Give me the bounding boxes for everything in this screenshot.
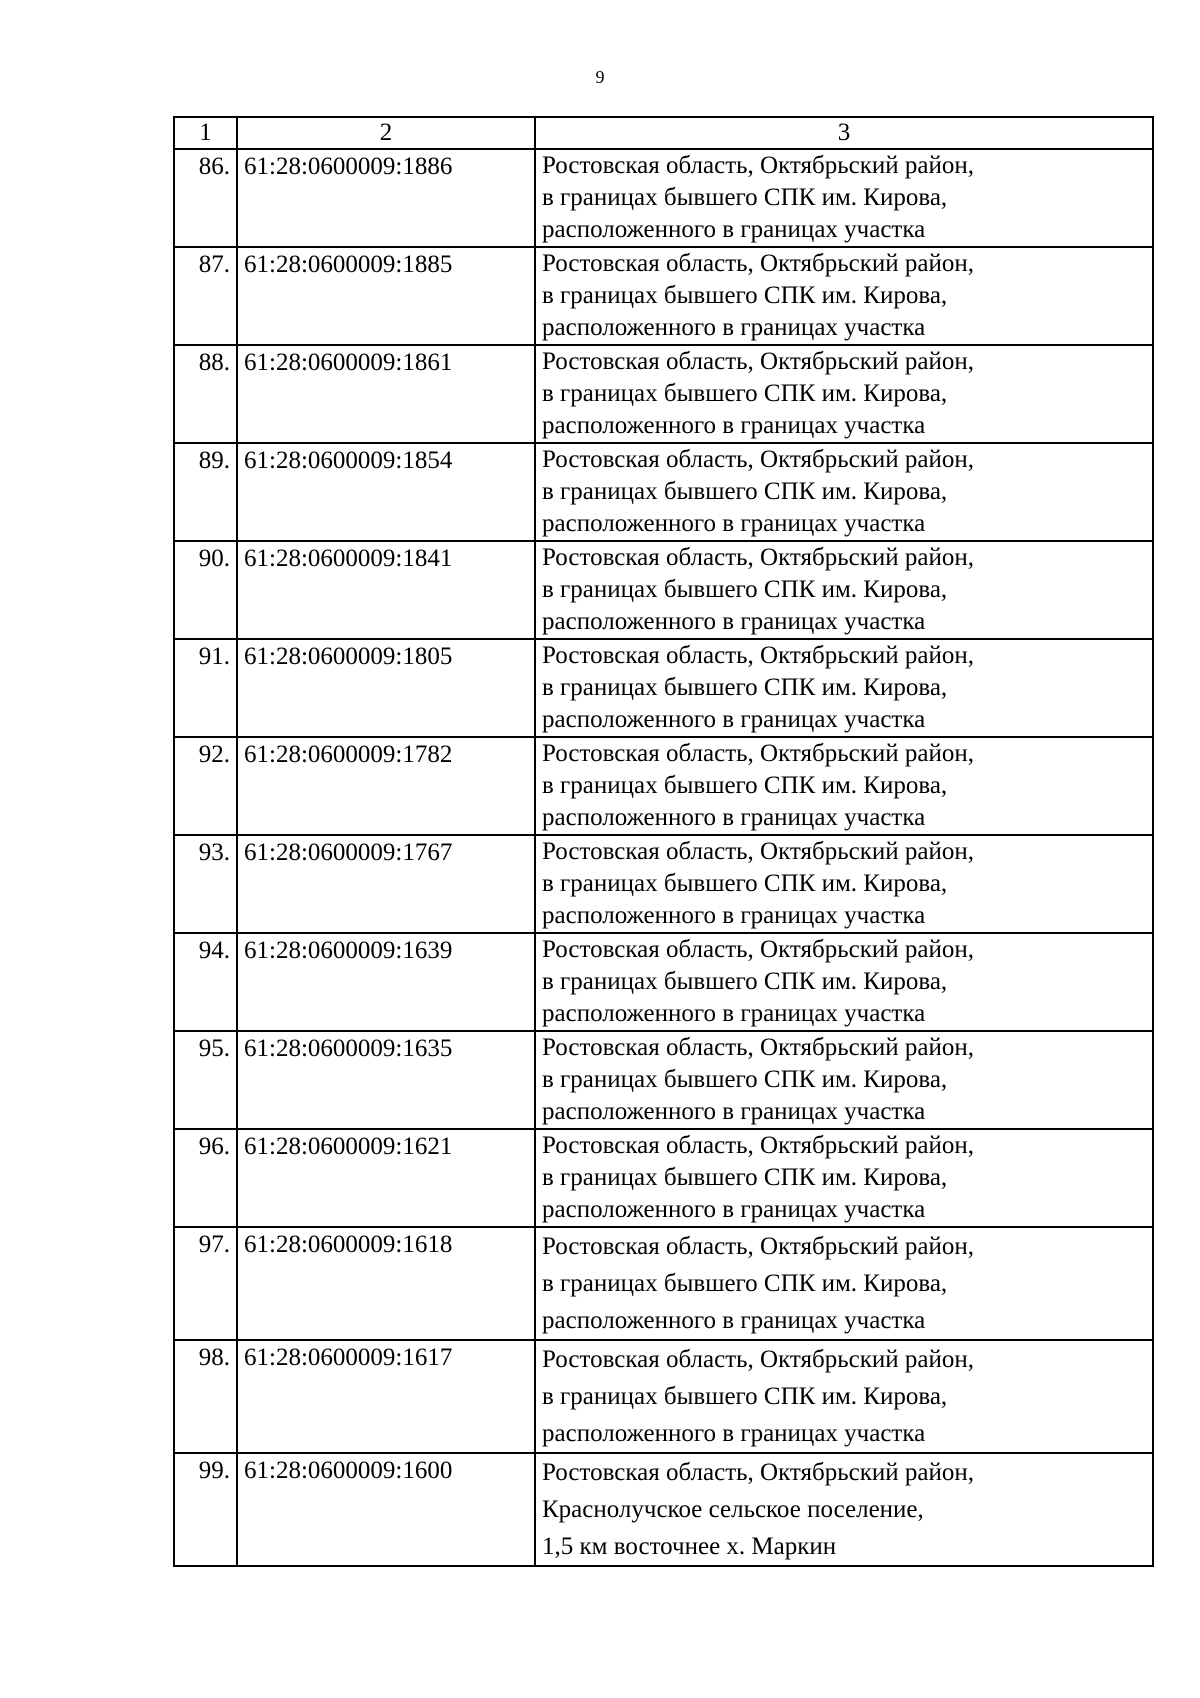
address-line: в границах бывшего СПК им. Кирова, xyxy=(542,674,948,701)
address-line: расположенного в границах участка xyxy=(542,1098,926,1125)
address-line: в границах бывшего СПК им. Кирова, xyxy=(542,184,948,211)
address-line: расположенного в границах участка xyxy=(542,608,926,635)
address-line: Ростовская область, Октябрьский район, xyxy=(542,838,974,865)
page-number: 9 xyxy=(595,67,605,87)
row-number: 97. xyxy=(174,1227,237,1340)
header-col-2: 2 xyxy=(237,117,535,149)
address-line: в границах бывшего СПК им. Кирова, xyxy=(542,282,948,309)
address-cell xyxy=(535,1227,1153,1340)
table-row xyxy=(174,1031,1153,1129)
row-number: 92. xyxy=(174,737,237,835)
address-line: расположенного в границах участка xyxy=(542,1000,926,1027)
cadastral-number: 61:28:0600009:1782 xyxy=(237,737,535,835)
row-number: 86. xyxy=(174,149,237,247)
address-line: в границах бывшего СПК им. Кирова, xyxy=(542,870,948,897)
row-number: 91. xyxy=(174,639,237,737)
table-row xyxy=(174,1453,1153,1566)
table-row xyxy=(174,541,1153,639)
row-number: 89. xyxy=(174,443,237,541)
land-plot-table xyxy=(173,116,1154,1567)
address-cell xyxy=(535,933,1153,1031)
address-line: расположенного в границах участка xyxy=(542,1196,926,1223)
table-header-row xyxy=(174,117,1153,149)
address-line: расположенного в границах участка xyxy=(542,1307,926,1334)
cadastral-number: 61:28:0600009:1617 xyxy=(237,1340,535,1453)
row-number: 90. xyxy=(174,541,237,639)
row-number: 98. xyxy=(174,1340,237,1453)
address-cell xyxy=(535,443,1153,541)
address-line: Ростовская область, Октябрьский район, xyxy=(542,544,974,571)
table-row xyxy=(174,737,1153,835)
table-row xyxy=(174,443,1153,541)
address-line: Ростовская область, Октябрьский район, xyxy=(542,348,974,375)
table-row xyxy=(174,1129,1153,1227)
address-line: Ростовская область, Октябрьский район, xyxy=(542,642,974,669)
address-cell xyxy=(535,345,1153,443)
address-cell xyxy=(535,541,1153,639)
table-row xyxy=(174,933,1153,1031)
table-row xyxy=(174,345,1153,443)
cadastral-number: 61:28:0600009:1621 xyxy=(237,1129,535,1227)
address-cell xyxy=(535,247,1153,345)
address-line: Ростовская область, Октябрьский район, xyxy=(542,1459,974,1486)
address-line: Ростовская область, Октябрьский район, xyxy=(542,1346,974,1373)
header-col-3: 3 xyxy=(535,117,1153,149)
address-line: расположенного в границах участка xyxy=(542,314,926,341)
table-row xyxy=(174,149,1153,247)
cadastral-number: 61:28:0600009:1618 xyxy=(237,1227,535,1340)
address-cell xyxy=(535,835,1153,933)
address-line: Ростовская область, Октябрьский район, xyxy=(542,1233,974,1260)
address-line: расположенного в границах участка xyxy=(542,804,926,831)
cadastral-number: 61:28:0600009:1639 xyxy=(237,933,535,1031)
address-line: расположенного в границах участка xyxy=(542,706,926,733)
address-line: Ростовская область, Октябрьский район, xyxy=(542,152,974,179)
address-line: Краснолучское сельское поселение, xyxy=(542,1496,924,1523)
address-line: в границах бывшего СПК им. Кирова, xyxy=(542,380,948,407)
address-line: в границах бывшего СПК им. Кирова, xyxy=(542,478,948,505)
table-body xyxy=(174,149,1153,1566)
address-line: Ростовская область, Октябрьский район, xyxy=(542,936,974,963)
address-line: расположенного в границах участка xyxy=(542,510,926,537)
address-line: Ростовская область, Октябрьский район, xyxy=(542,740,974,767)
cadastral-number: 61:28:0600009:1885 xyxy=(237,247,535,345)
cadastral-number: 61:28:0600009:1886 xyxy=(237,149,535,247)
cadastral-number: 61:28:0600009:1600 xyxy=(237,1453,535,1566)
address-line: в границах бывшего СПК им. Кирова, xyxy=(542,968,948,995)
address-line: 1,5 км восточнее х. Маркин xyxy=(542,1533,837,1560)
table-row xyxy=(174,1340,1153,1453)
address-line: в границах бывшего СПК им. Кирова, xyxy=(542,1164,948,1191)
address-line: расположенного в границах участка xyxy=(542,412,926,439)
address-line: в границах бывшего СПК им. Кирова, xyxy=(542,1066,948,1093)
address-line: расположенного в границах участка xyxy=(542,902,926,929)
cadastral-number: 61:28:0600009:1841 xyxy=(237,541,535,639)
row-number: 88. xyxy=(174,345,237,443)
address-line: в границах бывшего СПК им. Кирова, xyxy=(542,772,948,799)
address-line: Ростовская область, Октябрьский район, xyxy=(542,1132,974,1159)
cadastral-number: 61:28:0600009:1805 xyxy=(237,639,535,737)
address-cell xyxy=(535,737,1153,835)
cadastral-number: 61:28:0600009:1635 xyxy=(237,1031,535,1129)
address-cell xyxy=(535,1031,1153,1129)
row-number: 95. xyxy=(174,1031,237,1129)
address-line: Ростовская область, Октябрьский район, xyxy=(542,446,974,473)
address-line: в границах бывшего СПК им. Кирова, xyxy=(542,576,948,603)
address-line: расположенного в границах участка xyxy=(542,216,926,243)
address-cell xyxy=(535,149,1153,247)
address-line: Ростовская область, Октябрьский район, xyxy=(542,1034,974,1061)
address-line: в границах бывшего СПК им. Кирова, xyxy=(542,1270,948,1297)
row-number: 87. xyxy=(174,247,237,345)
cadastral-number: 61:28:0600009:1767 xyxy=(237,835,535,933)
cadastral-number: 61:28:0600009:1861 xyxy=(237,345,535,443)
row-number: 94. xyxy=(174,933,237,1031)
address-line: в границах бывшего СПК им. Кирова, xyxy=(542,1383,948,1410)
row-number: 96. xyxy=(174,1129,237,1227)
table-row xyxy=(174,247,1153,345)
table-row xyxy=(174,835,1153,933)
address-cell xyxy=(535,1340,1153,1453)
address-cell xyxy=(535,1453,1153,1566)
header-col-1: 1 xyxy=(174,117,237,149)
address-cell xyxy=(535,639,1153,737)
address-line: расположенного в границах участка xyxy=(542,1420,926,1447)
table-row xyxy=(174,639,1153,737)
address-cell xyxy=(535,1129,1153,1227)
cadastral-number: 61:28:0600009:1854 xyxy=(237,443,535,541)
table-row xyxy=(174,1227,1153,1340)
address-line: Ростовская область, Октябрьский район, xyxy=(542,250,974,277)
row-number: 93. xyxy=(174,835,237,933)
row-number: 99. xyxy=(174,1453,237,1566)
